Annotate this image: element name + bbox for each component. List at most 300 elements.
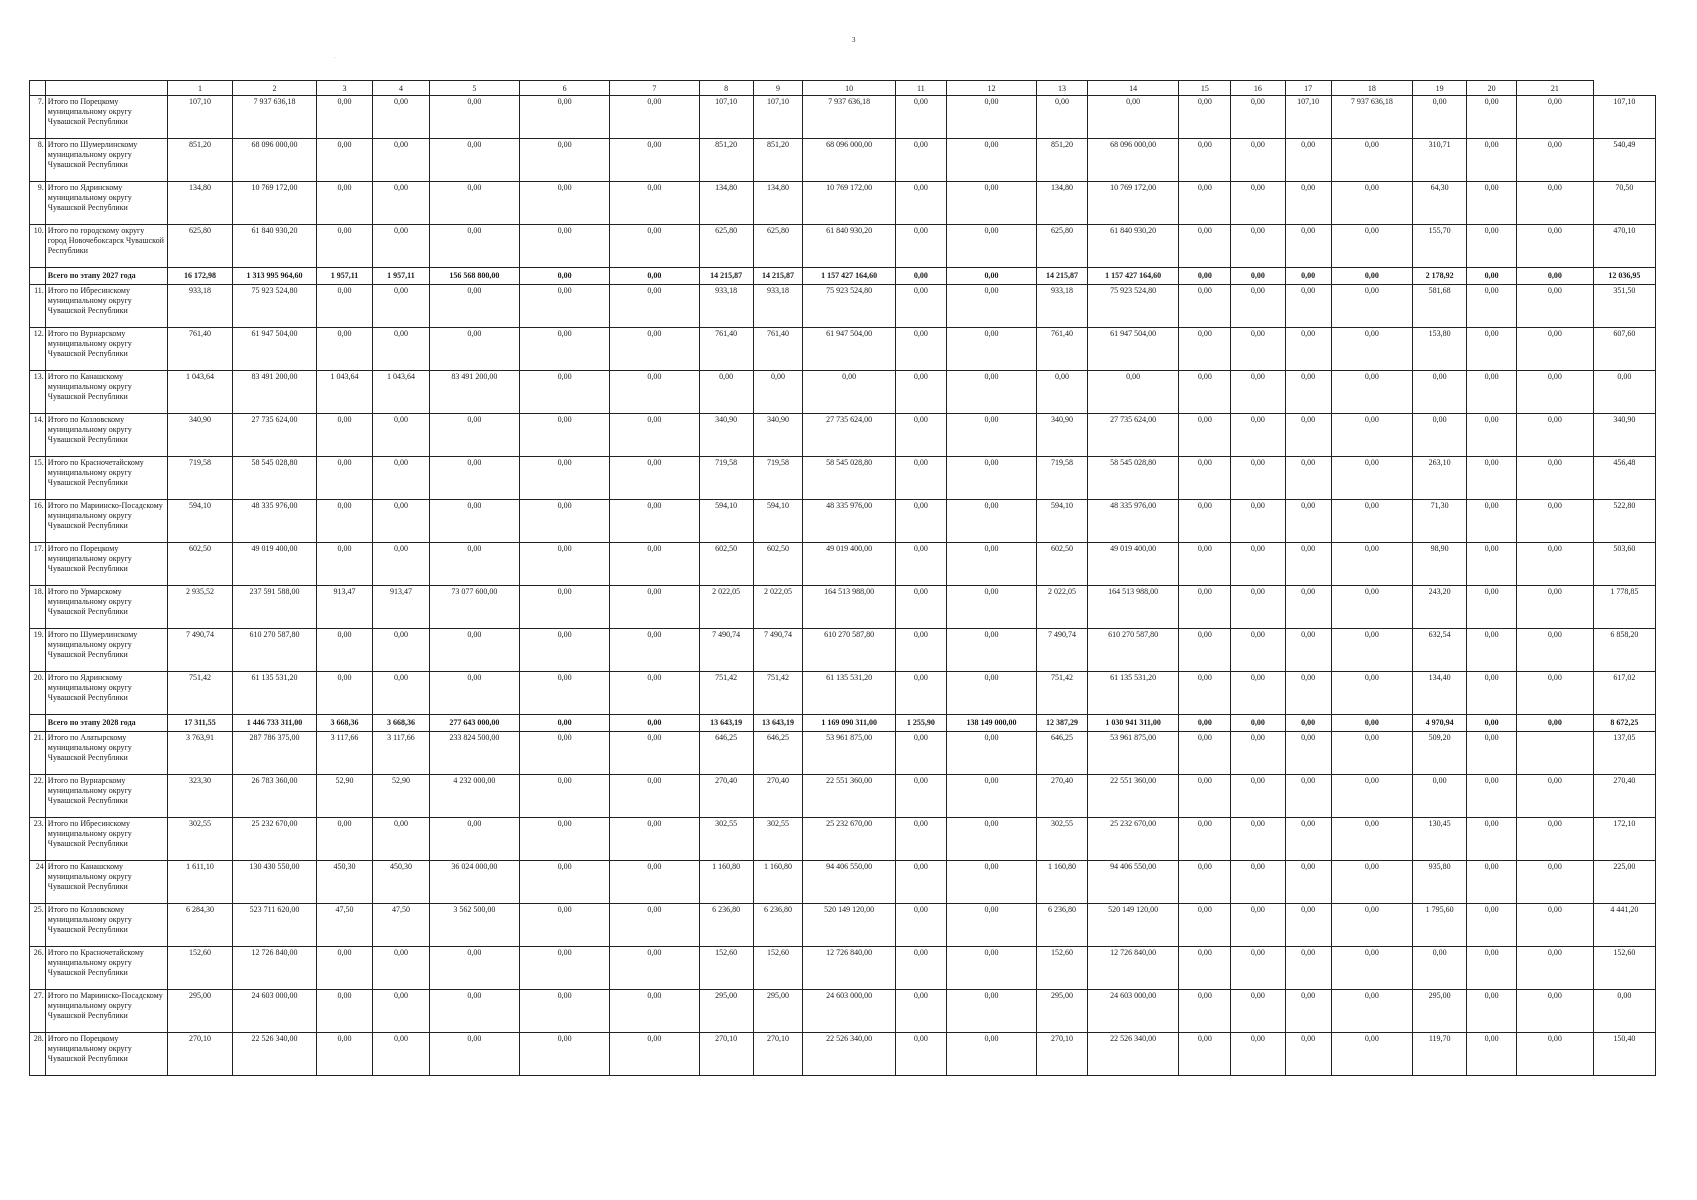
table-row — [30, 139, 1656, 182]
value-cell: 0,00 — [520, 904, 610, 947]
value-cell: 49 019 400,00 — [803, 543, 896, 586]
value-cell: 0,00 — [610, 732, 699, 775]
row-number: 18. — [30, 586, 46, 629]
value-cell: 270,40 — [753, 775, 803, 818]
municipality-name: Итого по Порецкому муниципальному округу Чувашской Республики — [45, 543, 167, 586]
value-cell: 0,00 — [1231, 1033, 1285, 1076]
value-cell: 0,00 — [520, 861, 610, 904]
value-cell: 0,00 — [1285, 861, 1331, 904]
value-cell: 0,00 — [1467, 1033, 1517, 1076]
header-cell: 20 — [1467, 81, 1517, 96]
value-cell: 520 149 120,00 — [803, 904, 896, 947]
municipality-name: Итого по Алатырскому муниципальному округу Чувашской Республики — [45, 732, 167, 775]
value-cell: 61 947 504,00 — [803, 328, 896, 371]
stray-mark: · — [334, 56, 336, 61]
value-cell: 340,90 — [699, 414, 753, 457]
municipality-name: Итого по Ядринскому муниципальному округу Чувашской Республики — [45, 672, 167, 715]
row-number: 7. — [30, 96, 46, 139]
value-cell: 0,00 — [1516, 96, 1593, 139]
value-cell: 0,00 — [520, 629, 610, 672]
value-cell: 302,55 — [699, 818, 753, 861]
value-cell: 0,00 — [1516, 629, 1593, 672]
value-cell: 0,00 — [1516, 818, 1593, 861]
value-cell: 1 160,80 — [1037, 861, 1088, 904]
value-cell: 933,18 — [1037, 285, 1088, 328]
value-cell: 138 149 000,00 — [946, 715, 1036, 732]
municipality-name: Итого по Мариинско-Посадскому муниципальному округу Чувашской Республики — [45, 990, 167, 1033]
value-cell: 25 232 670,00 — [803, 818, 896, 861]
value-cell: 751,42 — [1037, 672, 1088, 715]
table-row — [30, 775, 1656, 818]
value-cell: 270,10 — [753, 1033, 803, 1076]
value-cell: 0,00 — [1179, 182, 1231, 225]
value-cell: 0,00 — [373, 182, 429, 225]
value-cell: 17 311,55 — [167, 715, 232, 732]
value-cell: 0,00 — [610, 947, 699, 990]
value-cell: 594,10 — [167, 500, 232, 543]
value-cell: 0,00 — [895, 861, 946, 904]
value-cell: 0,00 — [316, 990, 372, 1033]
value-cell: 0,00 — [1231, 543, 1285, 586]
value-cell: 0,00 — [1516, 543, 1593, 586]
data-table — [29, 80, 1656, 1076]
row-number: 20. — [30, 672, 46, 715]
value-cell: 0,00 — [1179, 672, 1231, 715]
value-cell: 0,00 — [520, 371, 610, 414]
value-cell: 0,00 — [316, 1033, 372, 1076]
municipality-name: Итого по Канашскому муниципальному округу Чувашской Республики — [45, 861, 167, 904]
value-cell: 0,00 — [1516, 225, 1593, 268]
value-cell: 0,00 — [373, 818, 429, 861]
value-cell: 0,00 — [429, 225, 519, 268]
value-cell: 0,00 — [1467, 139, 1517, 182]
value-cell: 0,00 — [1285, 371, 1331, 414]
value-cell: 913,47 — [316, 586, 372, 629]
header-cell: 9 — [753, 81, 803, 96]
value-cell: 130 430 550,00 — [233, 861, 317, 904]
row-number: 13. — [30, 371, 46, 414]
value-cell: 0,00 — [1179, 225, 1231, 268]
header-cell — [30, 81, 46, 96]
value-cell: 0,00 — [1179, 371, 1231, 414]
value-cell: 0,00 — [1179, 1033, 1231, 1076]
value-cell: 134,40 — [1413, 672, 1467, 715]
value-cell: 0,00 — [895, 225, 946, 268]
row-number — [30, 715, 46, 732]
value-cell: 0,00 — [610, 285, 699, 328]
value-cell: 0,00 — [895, 139, 946, 182]
value-cell: 58 545 028,80 — [803, 457, 896, 500]
value-cell: 0,00 — [1231, 328, 1285, 371]
value-cell: 0,00 — [373, 328, 429, 371]
value-cell: 61 947 504,00 — [1087, 328, 1178, 371]
value-cell: 0,00 — [610, 861, 699, 904]
value-cell: 851,20 — [1037, 139, 1088, 182]
value-cell: 0,00 — [1413, 775, 1467, 818]
value-cell: 0,00 — [1285, 1033, 1331, 1076]
value-cell: 1 778,85 — [1593, 586, 1655, 629]
value-cell: 0,00 — [1285, 328, 1331, 371]
value-cell: 0,00 — [1467, 818, 1517, 861]
value-cell: 75 923 524,80 — [233, 285, 317, 328]
value-cell: 0,00 — [1516, 990, 1593, 1033]
value-cell: 295,00 — [699, 990, 753, 1033]
value-cell: 0,00 — [1285, 818, 1331, 861]
table-row — [30, 328, 1656, 371]
value-cell: 0,00 — [429, 1033, 519, 1076]
value-cell: 0,00 — [946, 225, 1036, 268]
value-cell: 1 169 090 311,00 — [803, 715, 896, 732]
value-cell: 0,00 — [1331, 904, 1412, 947]
value-cell: 0,00 — [1516, 1033, 1593, 1076]
value-cell: 0,00 — [610, 268, 699, 285]
value-cell: 61 840 930,20 — [233, 225, 317, 268]
value-cell: 0,00 — [316, 457, 372, 500]
value-cell: 625,80 — [1037, 225, 1088, 268]
value-cell: 0,00 — [946, 672, 1036, 715]
value-cell: 0,00 — [429, 285, 519, 328]
value-cell: 0,00 — [610, 904, 699, 947]
value-cell: 632,54 — [1413, 629, 1467, 672]
table-row — [30, 457, 1656, 500]
stage-total-row — [30, 268, 1656, 285]
value-cell: 610 270 587,80 — [803, 629, 896, 672]
value-cell: 0,00 — [1516, 672, 1593, 715]
value-cell: 27 735 624,00 — [803, 414, 896, 457]
value-cell: 0,00 — [1413, 414, 1467, 457]
value-cell: 523 711 620,00 — [233, 904, 317, 947]
value-cell: 13 643,19 — [699, 715, 753, 732]
value-cell: 0,00 — [1285, 947, 1331, 990]
value-cell: 0,00 — [520, 775, 610, 818]
value-cell: 98,90 — [1413, 543, 1467, 586]
value-cell: 0,00 — [429, 96, 519, 139]
value-cell: 0,00 — [895, 285, 946, 328]
value-cell: 287 786 375,00 — [233, 732, 317, 775]
value-cell: 295,00 — [1413, 990, 1467, 1033]
value-cell: 0,00 — [946, 586, 1036, 629]
value-cell: 0,00 — [1467, 672, 1517, 715]
value-cell: 310,71 — [1413, 139, 1467, 182]
value-cell: 1 157 427 164,60 — [1087, 268, 1178, 285]
value-cell: 0,00 — [1231, 225, 1285, 268]
value-cell: 0,00 — [610, 672, 699, 715]
value-cell: 233 824 500,00 — [429, 732, 519, 775]
value-cell: 450,30 — [373, 861, 429, 904]
value-cell: 0,00 — [1331, 861, 1412, 904]
value-cell: 0,00 — [1467, 861, 1517, 904]
value-cell: 70,50 — [1593, 182, 1655, 225]
value-cell: 933,18 — [167, 285, 232, 328]
value-cell: 0,00 — [895, 500, 946, 543]
value-cell: 0,00 — [610, 715, 699, 732]
value-cell: 7 490,74 — [167, 629, 232, 672]
value-cell: 10 769 172,00 — [233, 182, 317, 225]
value-cell: 1 043,64 — [373, 371, 429, 414]
value-cell: 1 313 995 964,60 — [233, 268, 317, 285]
value-cell: 7 937 636,18 — [233, 96, 317, 139]
municipality-name: Итого по Ядринскому муниципальному округу Чувашской Республики — [45, 182, 167, 225]
value-cell: 0,00 — [373, 500, 429, 543]
value-cell: 0,00 — [520, 457, 610, 500]
row-number: 17. — [30, 543, 46, 586]
value-cell: 3 117,66 — [316, 732, 372, 775]
value-cell: 4 970,94 — [1413, 715, 1467, 732]
value-cell: 719,58 — [1037, 457, 1088, 500]
value-cell: 0,00 — [946, 96, 1036, 139]
value-cell: 0,00 — [429, 182, 519, 225]
value-cell: 0,00 — [1331, 371, 1412, 414]
value-cell: 935,80 — [1413, 861, 1467, 904]
value-cell: 134,80 — [753, 182, 803, 225]
value-cell: 0,00 — [373, 990, 429, 1033]
value-cell: 47,50 — [373, 904, 429, 947]
value-cell: 0,00 — [946, 775, 1036, 818]
value-cell: 243,20 — [1413, 586, 1467, 629]
value-cell: 53 961 875,00 — [1087, 732, 1178, 775]
value-cell: 0,00 — [1467, 414, 1517, 457]
value-cell: 0,00 — [1179, 715, 1231, 732]
value-cell: 0,00 — [1285, 586, 1331, 629]
value-cell: 270,10 — [1037, 1033, 1088, 1076]
value-cell: 456,48 — [1593, 457, 1655, 500]
value-cell: 340,90 — [1593, 414, 1655, 457]
table-row — [30, 543, 1656, 586]
value-cell: 0,00 — [1467, 500, 1517, 543]
value-cell: 24 603 000,00 — [1087, 990, 1178, 1033]
value-cell: 540,49 — [1593, 139, 1655, 182]
value-cell: 0,00 — [429, 139, 519, 182]
value-cell: 0,00 — [610, 818, 699, 861]
value-cell: 0,00 — [1179, 904, 1231, 947]
value-cell: 0,00 — [1179, 414, 1231, 457]
table-row — [30, 285, 1656, 328]
table-body — [30, 81, 1656, 1076]
value-cell: 0,00 — [1285, 543, 1331, 586]
value-cell: 0,00 — [373, 96, 429, 139]
municipality-name: Итого по Порецкому муниципальному округу Чувашской Республики — [45, 1033, 167, 1076]
value-cell: 0,00 — [1231, 629, 1285, 672]
value-cell: 0,00 — [1516, 414, 1593, 457]
value-cell: 137,05 — [1593, 732, 1655, 775]
municipality-name: Итого по Козловскому муниципальному округу Чувашской Республики — [45, 414, 167, 457]
value-cell: 0,00 — [895, 586, 946, 629]
value-cell: 0,00 — [1467, 586, 1517, 629]
row-number: 19. — [30, 629, 46, 672]
table-row — [30, 732, 1656, 775]
value-cell: 14 215,87 — [753, 268, 803, 285]
value-cell: 0,00 — [1467, 285, 1517, 328]
value-cell: 0,00 — [1179, 139, 1231, 182]
row-number: 12. — [30, 328, 46, 371]
value-cell: 73 077 600,00 — [429, 586, 519, 629]
value-cell: 4 441,20 — [1593, 904, 1655, 947]
value-cell: 0,00 — [1467, 990, 1517, 1033]
value-cell: 0,00 — [1516, 947, 1593, 990]
row-number: 24 — [30, 861, 46, 904]
value-cell: 0,00 — [610, 139, 699, 182]
value-cell: 6 236,80 — [753, 904, 803, 947]
value-cell: 0,00 — [316, 414, 372, 457]
municipality-name: Итого по Мариинско-Посадскому муниципальному округу Чувашской Республики — [45, 500, 167, 543]
value-cell: 522,80 — [1593, 500, 1655, 543]
stage-total-row — [30, 715, 1656, 732]
value-cell: 295,00 — [1037, 990, 1088, 1033]
value-cell: 602,50 — [1037, 543, 1088, 586]
value-cell: 933,18 — [753, 285, 803, 328]
value-cell: 58 545 028,80 — [1087, 457, 1178, 500]
value-cell: 0,00 — [1331, 818, 1412, 861]
row-number: 26. — [30, 947, 46, 990]
municipality-name: Итого по городскому округу город Новочебоксарск Чувашской Республики — [45, 225, 167, 268]
value-cell: 0,00 — [1179, 457, 1231, 500]
header-cell: 11 — [895, 81, 946, 96]
value-cell: 1 160,80 — [753, 861, 803, 904]
value-cell: 0,00 — [373, 629, 429, 672]
value-cell: 594,10 — [753, 500, 803, 543]
value-cell: 152,60 — [1037, 947, 1088, 990]
value-cell: 12 726 840,00 — [233, 947, 317, 990]
value-cell: 1 160,80 — [699, 861, 753, 904]
value-cell: 0,00 — [1231, 96, 1285, 139]
value-cell: 0,00 — [946, 139, 1036, 182]
value-cell: 155,70 — [1413, 225, 1467, 268]
municipality-name: Итого по Красночетайскому муниципальному округу Чувашской Республики — [45, 947, 167, 990]
value-cell: 61 840 930,20 — [803, 225, 896, 268]
value-cell: 0,00 — [1331, 285, 1412, 328]
value-cell: 610 270 587,80 — [233, 629, 317, 672]
value-cell: 0,00 — [520, 947, 610, 990]
value-cell: 0,00 — [520, 139, 610, 182]
value-cell: 0,00 — [316, 139, 372, 182]
value-cell: 0,00 — [1285, 990, 1331, 1033]
value-cell: 152,60 — [699, 947, 753, 990]
value-cell: 12 726 840,00 — [1087, 947, 1178, 990]
value-cell: 0,00 — [610, 371, 699, 414]
value-cell: 0,00 — [1285, 182, 1331, 225]
value-cell: 22 551 360,00 — [1087, 775, 1178, 818]
value-cell: 719,58 — [699, 457, 753, 500]
value-cell: 0,00 — [1285, 414, 1331, 457]
value-cell: 0,00 — [1179, 990, 1231, 1033]
value-cell: 0,00 — [1231, 861, 1285, 904]
value-cell: 119,70 — [1413, 1033, 1467, 1076]
value-cell: 450,30 — [316, 861, 372, 904]
value-cell: 851,20 — [699, 139, 753, 182]
value-cell: 0,00 — [610, 500, 699, 543]
value-cell: 75 923 524,80 — [803, 285, 896, 328]
value-cell: 25 232 670,00 — [1087, 818, 1178, 861]
value-cell: 0,00 — [1179, 818, 1231, 861]
value-cell: 0,00 — [1516, 861, 1593, 904]
value-cell: 0,00 — [610, 543, 699, 586]
table-row — [30, 904, 1656, 947]
value-cell: 0,00 — [946, 457, 1036, 500]
header-cell: 14 — [1087, 81, 1178, 96]
table-row — [30, 96, 1656, 139]
value-cell: 4 232 000,00 — [429, 775, 519, 818]
value-cell: 7 490,74 — [699, 629, 753, 672]
value-cell: 10 769 172,00 — [803, 182, 896, 225]
value-cell: 107,10 — [167, 96, 232, 139]
row-number: 27. — [30, 990, 46, 1033]
value-cell: 594,10 — [1037, 500, 1088, 543]
value-cell: 0,00 — [373, 414, 429, 457]
value-cell: 1 957,11 — [373, 268, 429, 285]
value-cell: 0,00 — [520, 732, 610, 775]
value-cell: 0,00 — [1331, 947, 1412, 990]
value-cell: 0,00 — [895, 543, 946, 586]
value-cell: 0,00 — [946, 990, 1036, 1033]
value-cell: 22 526 340,00 — [803, 1033, 896, 1076]
value-cell: 0,00 — [316, 182, 372, 225]
header-cell: 8 — [699, 81, 753, 96]
header-cell: 13 — [1037, 81, 1088, 96]
value-cell: 0,00 — [946, 732, 1036, 775]
value-cell: 0,00 — [429, 672, 519, 715]
value-cell: 0,00 — [1467, 715, 1517, 732]
value-cell: 48 335 976,00 — [803, 500, 896, 543]
table-row — [30, 182, 1656, 225]
value-cell: 0,00 — [1179, 328, 1231, 371]
value-cell: 761,40 — [1037, 328, 1088, 371]
value-cell: 0,00 — [520, 96, 610, 139]
value-cell: 0,00 — [520, 182, 610, 225]
value-cell: 0,00 — [699, 371, 753, 414]
value-cell: 0,00 — [895, 457, 946, 500]
table-row — [30, 672, 1656, 715]
table-row — [30, 414, 1656, 457]
row-number — [30, 268, 46, 285]
value-cell: 0,00 — [895, 328, 946, 371]
value-cell: 130,45 — [1413, 818, 1467, 861]
header-cell: 5 — [429, 81, 519, 96]
value-cell: 302,55 — [167, 818, 232, 861]
value-cell: 0,00 — [946, 328, 1036, 371]
value-cell: 0,00 — [610, 328, 699, 371]
value-cell: 0,00 — [946, 414, 1036, 457]
value-cell: 0,00 — [1179, 861, 1231, 904]
value-cell: 0,00 — [1467, 457, 1517, 500]
value-cell: 0,00 — [895, 775, 946, 818]
value-cell: 0,00 — [1331, 990, 1412, 1033]
value-cell: 0,00 — [316, 947, 372, 990]
value-cell: 22 526 340,00 — [1087, 1033, 1178, 1076]
value-cell: 719,58 — [167, 457, 232, 500]
value-cell: 2 935,52 — [167, 586, 232, 629]
value-cell: 0,00 — [1467, 328, 1517, 371]
value-cell: 0,00 — [1467, 268, 1517, 285]
value-cell: 3 668,36 — [373, 715, 429, 732]
value-cell: 0,00 — [520, 500, 610, 543]
header-cell: 16 — [1231, 81, 1285, 96]
row-number: 10. — [30, 225, 46, 268]
value-cell: 0,00 — [610, 96, 699, 139]
row-number: 23. — [30, 818, 46, 861]
value-cell: 719,58 — [753, 457, 803, 500]
value-cell: 0,00 — [1331, 586, 1412, 629]
value-cell: 27 735 624,00 — [1087, 414, 1178, 457]
header-cell: 7 — [610, 81, 699, 96]
value-cell: 0,00 — [1285, 457, 1331, 500]
row-number: 15. — [30, 457, 46, 500]
value-cell: 0,00 — [895, 990, 946, 1033]
value-cell: 0,00 — [1231, 139, 1285, 182]
value-cell: 0,00 — [1331, 543, 1412, 586]
value-cell: 14 215,87 — [1037, 268, 1088, 285]
value-cell: 851,20 — [753, 139, 803, 182]
value-cell: 68 096 000,00 — [1087, 139, 1178, 182]
